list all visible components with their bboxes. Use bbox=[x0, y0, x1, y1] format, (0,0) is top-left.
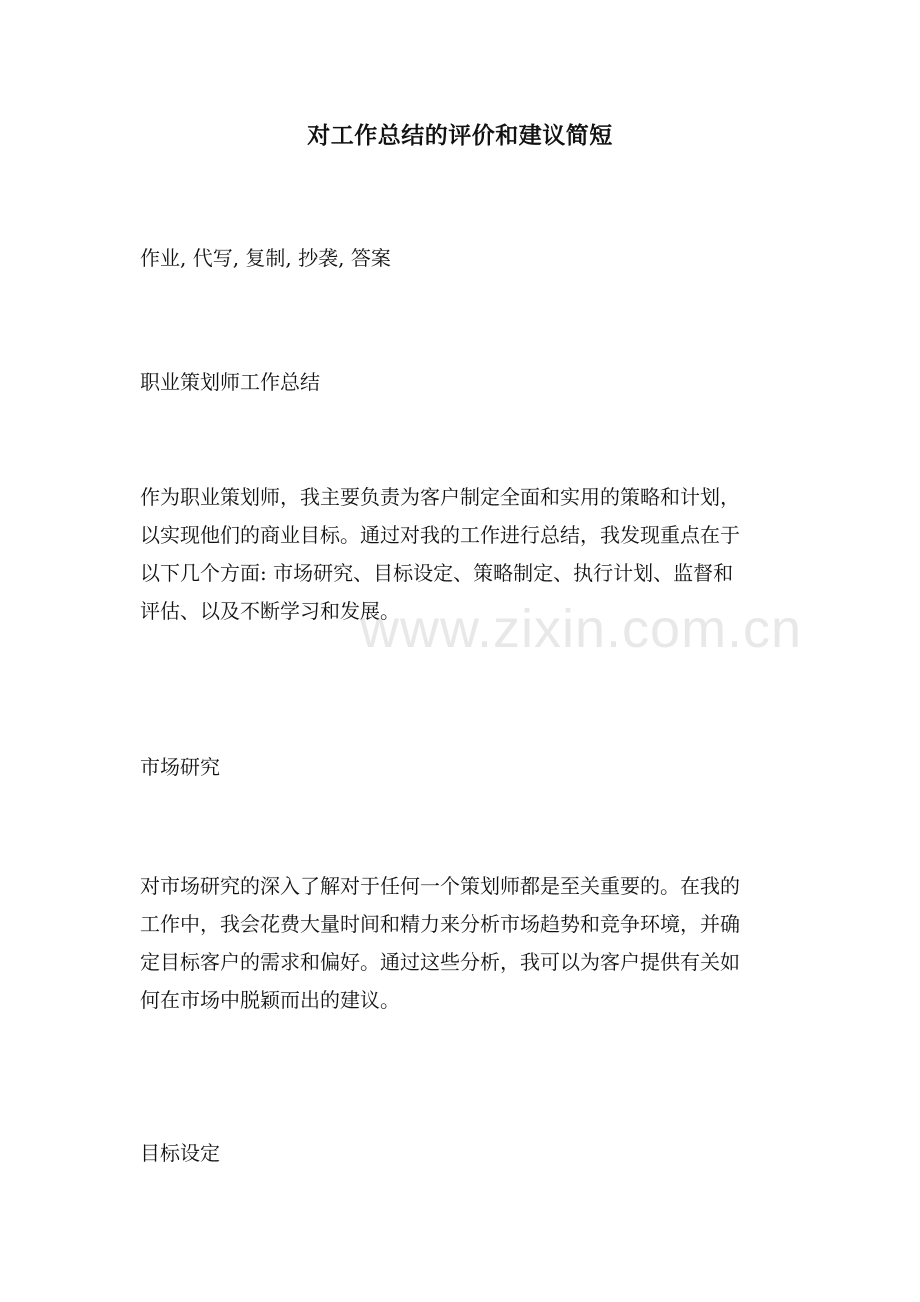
paragraph-line: 何在市场中脱颖而出的建议。 bbox=[140, 988, 400, 1012]
market-paragraph bbox=[140, 867, 785, 1019]
paragraph-line: 定目标客户的需求和偏好。通过这些分析，我可以为客户提供有关如 bbox=[140, 950, 740, 974]
paragraph-line: 工作中，我会花费大量时间和精力来分析市场趋势和竞争环境，并确 bbox=[140, 912, 740, 936]
intro-paragraph bbox=[140, 478, 785, 630]
section-heading-planner-summary: 职业策划师工作总结 bbox=[140, 370, 320, 394]
watermark: www.zixin.com.cn bbox=[360, 599, 803, 659]
section-heading-market-research: 市场研究 bbox=[140, 755, 220, 779]
paragraph-line: 评估、以及不断学习和发展。 bbox=[140, 599, 400, 623]
section-heading-goal-setting: 目标设定 bbox=[140, 1141, 220, 1165]
document-title: 对工作总结的评价和建议简短 bbox=[307, 122, 613, 149]
paragraph-line: 以下几个方面: 市场研究、目标设定、策略制定、执行计划、监督和 bbox=[140, 561, 734, 585]
tags-line: 作业, 代写, 复制, 抄袭, 答案 bbox=[140, 246, 391, 270]
paragraph-line: 对市场研究的深入了解对于任何一个策划师都是至关重要的。在我的 bbox=[140, 874, 740, 898]
paragraph-line: 以实现他们的商业目标。通过对我的工作进行总结，我发现重点在于 bbox=[140, 523, 740, 547]
paragraph-line: 作为职业策划师，我主要负责为客户制定全面和实用的策略和计划， bbox=[140, 485, 740, 509]
